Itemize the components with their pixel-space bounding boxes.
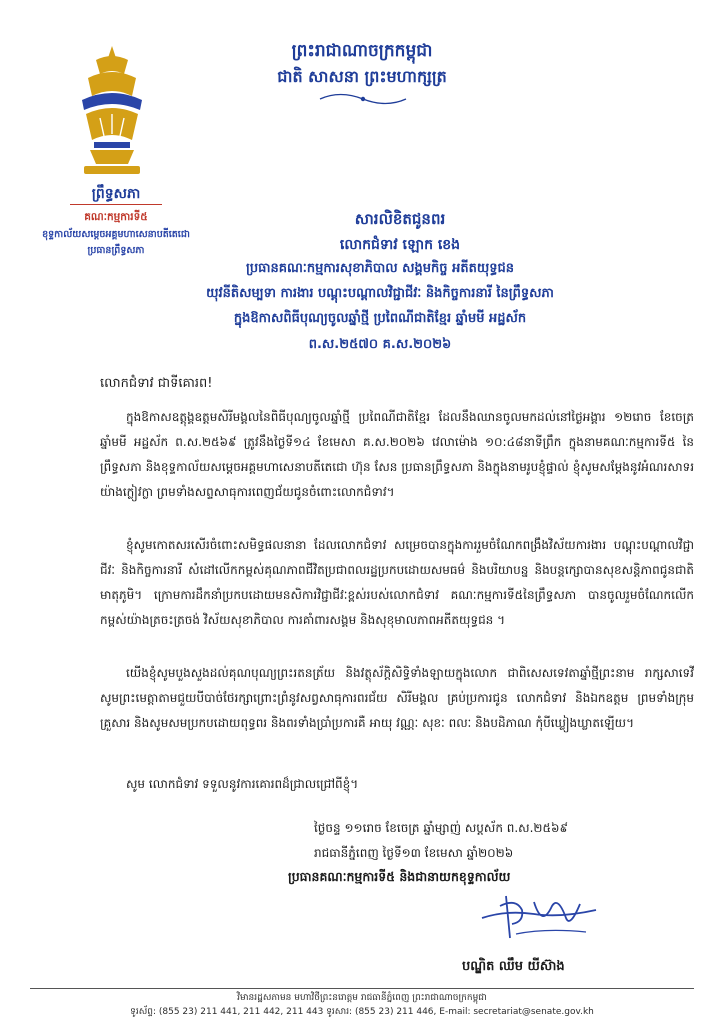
cabinet-name: ខុទ្ទកាល័យសម្ដេចអគ្គមហាសេនាបតីតេជោ (42, 229, 190, 240)
signatory-title: ប្រធានគណៈកម្មការទី៥ និងជានាយកខុទ្ទកាល័យ (288, 869, 511, 884)
senate-name-underline (70, 204, 162, 205)
footer-address: វិមានរដ្ឋសភាមន មហាវិថីព្រះនរោត្តម រាជធានីភ្នំពេញ ព្រះរាជាណាចក្រកម្ពុជា (237, 993, 487, 1003)
kingdom-title: ព្រះរាជាណាចក្រកម្ពុជា (291, 41, 433, 61)
lunar-date: ថ្ងៃចន្ទ ១១រោច ខែចេត្រ ឆ្នាំម្សាញ់ សប្តស័ក ព.ស.២៥៦៩ (314, 821, 568, 835)
letter-title: សារលិខិតជូនពរ (354, 210, 446, 228)
recipient-position-1: ប្រធានគណៈកម្មការសុខាភិបាល សង្គមកិច្ច អតីតយុទ្ធជន (246, 261, 514, 276)
body-paragraph-2 (100, 533, 694, 633)
body-paragraph-4 (100, 772, 694, 797)
recipient-name: លោកជំទាវ ឡោក ខេង (339, 237, 461, 253)
national-motto: ជាតិ សាសនា ព្រះមហាក្សត្រ (277, 67, 447, 86)
footer-contact: ទូរស័ព្ទ: (855 23) 211 441, 211 442, 211 443 ទូរសារ: (855 23) 211 446, E-mail: secretariat@senate.gov.kh (130, 1007, 594, 1017)
body-paragraph-1 (100, 405, 694, 505)
salutation: លោកជំទាវ ជាទីគោរព! (100, 376, 213, 391)
footer-divider (30, 988, 694, 989)
body-paragraph-3-text: យើងខ្ញុំសូមបួងសួងដល់គុណបុណ្យព្រះរតនត្រ័យ និងវត្ថុស័ក្តិសិទ្ធិទាំងឡាយក្នុងលោក ជាពិសេសទេវតាឆ្នាំថ្មីព្រះនាម រាក្សសាទេវី សូមព្រះមេត្តាតាមជួយបីបាច់ថែរក្សាព្រោះព្រំនូវសព្វសាធុការពរជ័យ សិរីមង្គល គ្រប់ប្រការជូន លោកជំទាវ និងឯកឧត្តម ព្រមទាំងក្រុមគ្រួសារ និងសូមសមប្រកបដោយពុទ្ធពរ និងពរទាំងប្រាំប្រការគឺ អាយុ វណ្ណៈ សុខៈ ពលៈ និងបដិភាណ កុំបីឃ្លៀងឃ្លាតឡើយ។ (100, 666, 694, 730)
cabinet-subtitle: ប្រធានព្រឹទ្ធសភា (87, 245, 145, 256)
senate-emblem-icon (74, 44, 150, 180)
occasion-line: ក្នុងឱកាសពិធីបុណ្យចូលឆ្នាំថ្មី ប្រពៃណីជាតិខ្មែរ ឆ្នាំមមី អដ្ឋស័ក (233, 311, 527, 326)
senate-name: ព្រឹទ្ធសភា (91, 186, 141, 202)
body-paragraph-4-text: សូម លោកជំទាវ ទទួលនូវការគោរពដ៏ជ្រាលជ្រៅពីខ្ញុំ។ (126, 777, 359, 791)
signature-icon (476, 888, 602, 948)
signatory-name: បណ្ឌិត ឈឹម យីស៊ាង (462, 959, 565, 974)
recipient-position-2: យុវនីតិសម្បទា ការងារ បណ្ដុះបណ្ដាលវិជ្ជាជីវៈ និងកិច្ចការនារី នៃព្រឹទ្ធសភា (206, 286, 554, 301)
place-date: រាជធានីភ្នំពេញ ថ្ងៃទី១៣ ខែមេសា ឆ្នាំ២០២៦ (314, 846, 514, 860)
header-flourish-icon (318, 92, 408, 106)
year-line: ព.ស.២៥៧០ គ.ស.២០២៦ (308, 337, 452, 352)
body-paragraph-3 (100, 661, 694, 736)
body-paragraph-2-text: ខ្ញុំសូមកោតសរសើរចំពោះសមិទ្ធផលនានា ដែលលោកជំទាវ សម្រេចបានក្នុងការរួមចំណែកពង្រឹងវិស័យការងារ បណ្ដុះបណ្ដាលវិជ្ជាជីវៈ និងកិច្ចការនារី សំដៅលើកកម្ពស់គុណភាពជីវិតប្រជាពលរដ្ឋប្រកបដោយសមធម៌ និងបរិយាបន្ន និងបន្តក្សោបានសុខសន្តិភាពជូនជាតិមាតុភូមិ។ ក្រោមការដឹកនាំប្រកបដោយមនសិការវិជ្ជាជីវៈខ្ពស់របស់លោកជំទាវ គណៈកម្មការទី៥នៃព្រឹទ្ធសភា បានចូលរួមចំណែកលើកកម្ពស់យ៉ាងត្រចះត្រចង់ វិស័យសុខាភិបាល ការគាំពារសង្គម និងសុខុមាលភាពអតីតយុទ្ធជន ។ (100, 538, 694, 627)
body-paragraph-1-text: ក្នុងឱកាសឧត្តុង្គឧត្តមសិរីមង្គលនៃពិធីបុណ្យចូលឆ្នាំថ្មី ប្រពៃណីជាតិខ្មែរ ដែលនឹងឈានចូលមកដល់នៅថ្ងៃអង្គារ ១២រោច ខែចេត្រ ឆ្នាំមមី អដ្ឋស័ក ព.ស.២៥៦៩ ត្រូវនឹងថ្ងៃទី១៤ ខែមេសា គ.ស.២០២៦ វេលាម៉ោង ១០:៤៨នាទីព្រឹក ក្នុងនាមគណៈកម្មការទី៥ នៃព្រឹទ្ធសភា និងខុទ្ទកាល័យសម្ដេចអគ្គមហាសេនាបតីតេជោ ហ៊ុន សែន ប្រធានព្រឹទ្ធសភា និងក្នុងនាមរូបខ្ញុំផ្ទាល់ ខ្ញុំសូមសម្ដែងនូវអំណរសាទរយ៉ាងក្លៀវក្លា ព្រមទាំងសព្ទសាធុការពេញជ័យជូនចំពោះលោកជំទាវ។ (100, 410, 694, 499)
commission-name: គណៈកម្មការទី៥ (84, 211, 148, 223)
